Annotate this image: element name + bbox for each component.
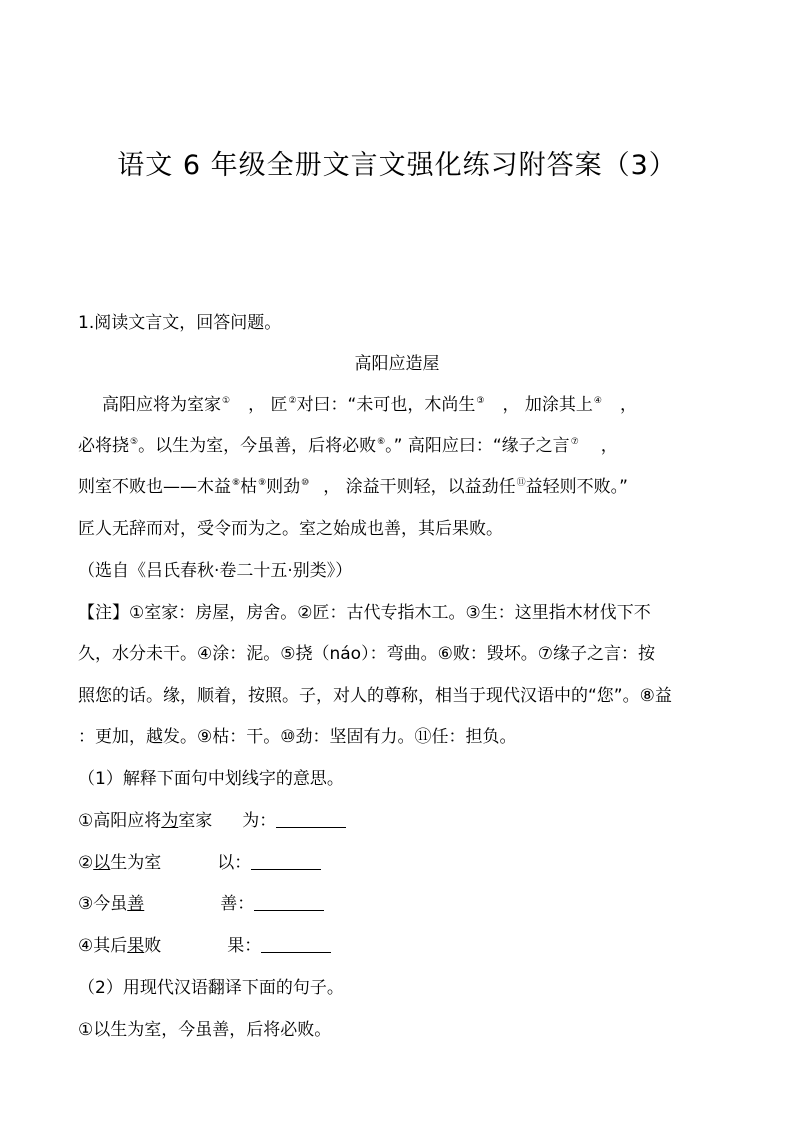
q2-prompt: （2）用现代汉语翻译下面的句子。 [78,978,344,998]
notes-line-2: 久，水分未干。④涂：泥。⑤挠（náo）：弯曲。⑥败：毁坏。⑦缘子之言：按 [78,644,656,664]
q1-item-3: ③今虽善 善： [78,889,324,914]
answer-blank[interactable] [254,896,324,911]
notes-line-1: 【注】①室家：房屋，房舍。②匠：古代专指木工。③生：这里指木材伐下不 [78,603,651,623]
page-title: 语文 6 年级全册文言文强化练习附答案（3） [117,150,677,181]
q1-item-2: ②以生为室 以： [78,848,321,873]
passage-line-2: 必将挠⑤。以生为室，今虽善，后将必败⑥。” 高阳应曰：“缘子之言⑦ ， [78,436,618,456]
q2-item-1: ①以生为室，今虽善，后将必败。 [78,1020,332,1040]
question-intro: 1.阅读文言文，回答问题。 [78,313,282,333]
passage-title: 高阳应造屋 [354,354,440,374]
q1-item-1: ①高阳应将为室家 为： [78,806,346,831]
passage-line-4: 匠人无辞而对，受令而为之。室之始成也善，其后果败。 [78,519,503,539]
q1-item-4: ④其后果败 果： [78,931,331,956]
notes-line-3: 照您的话。缘，顺着，按照。子，对人的尊称，相当于现代汉语中的“您”。⑧益 [78,686,672,706]
q1-prompt: （1）解释下面句中划线字的意思。 [78,769,344,789]
passage-line-1: 高阳应将为室家① ， 匠②对曰：“未可也，木尚生③ ， 加涂其上④ ， [102,395,637,415]
answer-blank[interactable] [261,938,331,953]
notes-line-4: ：更加，越发。⑨枯：干。⑩劲：坚固有力。⑪任：担负。 [78,727,517,747]
source-citation: （选自《吕氏春秋·卷二十五·别类》） [78,561,353,581]
answer-blank[interactable] [251,855,321,870]
passage-line-3: 则室不败也——木益⑧枯⑨则劲⑩ ， 涂益干则轻，以益劲任⑪益轻则不败。” [78,477,628,497]
answer-blank[interactable] [276,813,346,828]
